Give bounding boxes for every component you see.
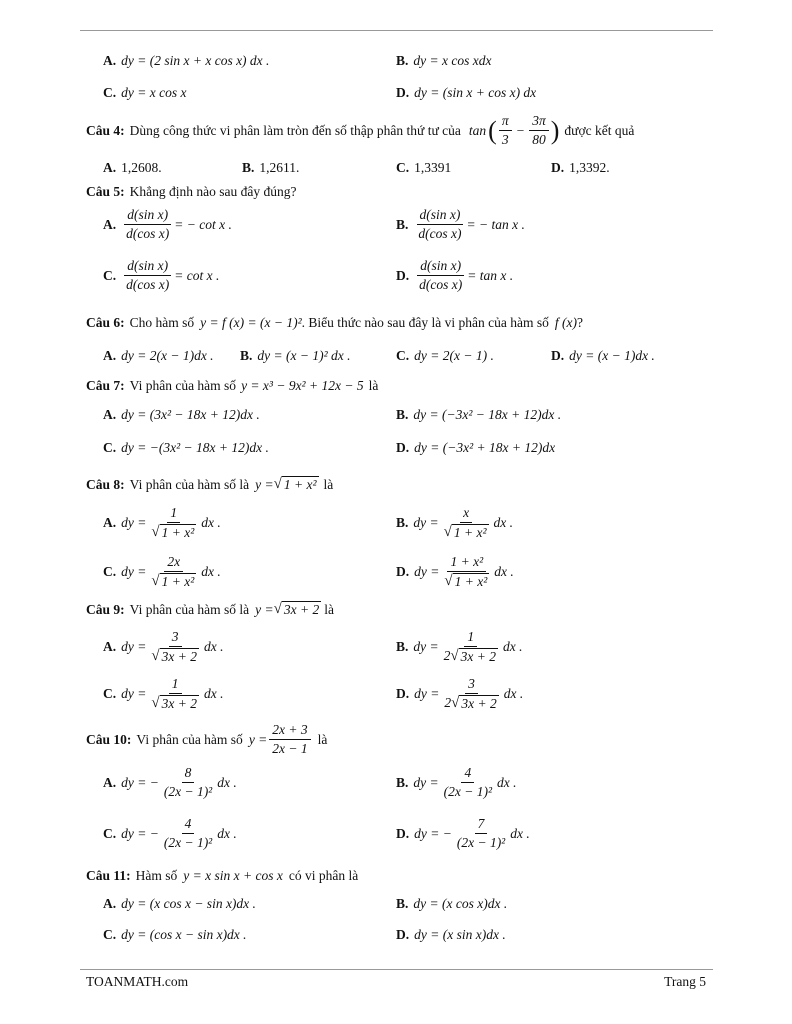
q4-option-b: B. 1,2611. <box>242 160 300 175</box>
q7-option-a: A. dy = (3x² − 18x + 12)dx . <box>103 407 260 422</box>
q8-option-b: B. dy = x √ 1 + x² dx . <box>396 505 514 540</box>
q4-fraction-1: $\frac{\pi}{3}$ <box>499 113 512 148</box>
question-7: Câu 7: Vi phân của hàm số y = x³ − 9x² + 12x − 5 là <box>86 378 379 393</box>
q7-option-b: B. dy = (−3x² − 18x + 12)dx . <box>396 407 562 422</box>
q4-fraction-2: $\frac{3\pi}{80}$ <box>529 113 549 148</box>
q10-option-b: B. dy = $\frac{4}{\text{(2x − 1)²}}$ dx . <box>396 765 517 799</box>
q4-option-c: C. 1,3391 <box>396 160 452 175</box>
q3-option-d-text: dy = (sin x + cos x) dx <box>414 85 537 100</box>
q3-option-d: D. dy = (sin x + cos x) dx <box>396 85 537 100</box>
q9-func-sqrt: √ 3x + 2 <box>273 601 320 617</box>
q6-option-b: B. dy = (x − 1)² dx . <box>240 348 351 363</box>
q11-option-d: D. dy = (x sin x)dx . <box>396 927 506 942</box>
q9-option-d: D. dy = 3 2 √ 3x + 2 dx . <box>396 676 524 711</box>
q9-option-b: B. dy = 1 2 √ 3x + 2 dx . <box>396 629 523 664</box>
q6-option-c: C. dy = 2(x − 1) . <box>396 348 494 363</box>
q11-option-c: C. dy = (cos x − sin x)dx . <box>103 927 247 942</box>
footer-page-number: Trang 5 <box>664 974 706 989</box>
q6-option-a: A. dy = 2(x − 1)dx . <box>103 348 214 363</box>
question-9: Câu 9: Vi phân của hàm số là y = √ 3x + 2 là <box>86 601 334 617</box>
q3-option-b-text: dy = x cos xdx <box>413 53 492 68</box>
q10-option-d: D. dy = − $\frac{7}{\text{(2x − 1)²}}$ dx . <box>396 816 530 850</box>
q5-option-c: C. $\frac{\text{d(sin x)}}{\text{d(cos x)}}$ = cot x . <box>103 258 220 292</box>
q7-option-c: C. dy = −(3x² − 18x + 12)dx . <box>103 440 269 455</box>
footer-site: TOANMATH.com <box>86 974 189 989</box>
q8-option-a: A. dy = 1 √ 1 + x² dx . <box>103 505 221 540</box>
q4-option-d: D. 1,3392. <box>551 160 610 175</box>
q11-option-a: A. dy = (x cos x − sin x)dx . <box>103 896 256 911</box>
q8-option-d: D. dy = 1 + x² √ 1 + x² dx . <box>396 554 514 589</box>
question-8: Câu 8: Vi phân của hàm số là y = √ 1 + x² là <box>86 476 334 492</box>
question-5: Câu 5: Khẳng định nào sau đây đúng? <box>86 184 297 199</box>
q9-option-c: C. dy = 1 √ 3x + 2 dx . <box>103 676 224 711</box>
question-6: Câu 6: Cho hàm số y = f (x) = (x − 1)² . Biểu thức nào sau đây là vi phân của hàm số f (x) ? <box>86 315 583 330</box>
q8-option-c: C. dy = 2x √ 1 + x² dx . <box>103 554 221 589</box>
question-11: Câu 11: Hàm số y = x sin x + cos x có vi phân là <box>86 868 359 883</box>
q4-option-a: A. 1,2608. <box>103 160 162 175</box>
q3-option-c: C. dy = x cos x <box>103 85 187 100</box>
q11-option-b: B. dy = (x cos x)dx . <box>396 896 508 911</box>
q3-option-b: B. dy = x cos xdx <box>396 53 492 68</box>
q6-option-d: D. dy = (x − 1)dx . <box>551 348 655 363</box>
q9-option-a: A. dy = 3 √ 3x + 2 dx . <box>103 629 224 664</box>
q5-option-b: B. $\frac{\text{d(sin x)}}{\text{d(cos x)}}$ = − tan x . <box>396 207 525 241</box>
q10-func-fraction: $\frac{2x + 3}{2x - 1}$ <box>269 722 310 757</box>
q8-func-sqrt: √ 1 + x² <box>273 476 317 492</box>
q3-option-a-text: dy = (2 sin x + x cos x) dx . <box>121 53 270 68</box>
q7-option-d: D. dy = (−3x² + 18x + 12)dx <box>396 440 556 455</box>
header-rule <box>80 30 713 31</box>
q3-option-a: A. dy = (2 sin x + x cos x) dx . <box>103 53 270 68</box>
q10-option-c: C. dy = − $\frac{4}{\text{(2x − 1)²}}$ dx . <box>103 816 237 850</box>
q5-option-a: A. $\frac{\text{d(sin x)}}{\text{d(cos x)}}$ = − cot x . <box>103 207 232 241</box>
q3-option-c-text: dy = x cos x <box>121 85 187 100</box>
q5-option-d: D. $\frac{\text{d(sin x)}}{\text{d(cos x)}}$ = tan x . <box>396 258 514 292</box>
question-10: Câu 10: Vi phân của hàm số y = $\frac{2x + 3}{2x - 1}$ là <box>86 722 328 756</box>
question-4: Câu 4: Dùng công thức vi phân làm tròn đến số thập phân thứ tư của tan ( $\frac{\pi}{3}$ − $\frac{3\pi}{80}$ ) được kết quả <box>86 113 635 147</box>
footer-rule <box>80 969 713 970</box>
q10-option-a: A. dy = − $\frac{8}{\text{(2x − 1)²}}$ dx . <box>103 765 237 799</box>
